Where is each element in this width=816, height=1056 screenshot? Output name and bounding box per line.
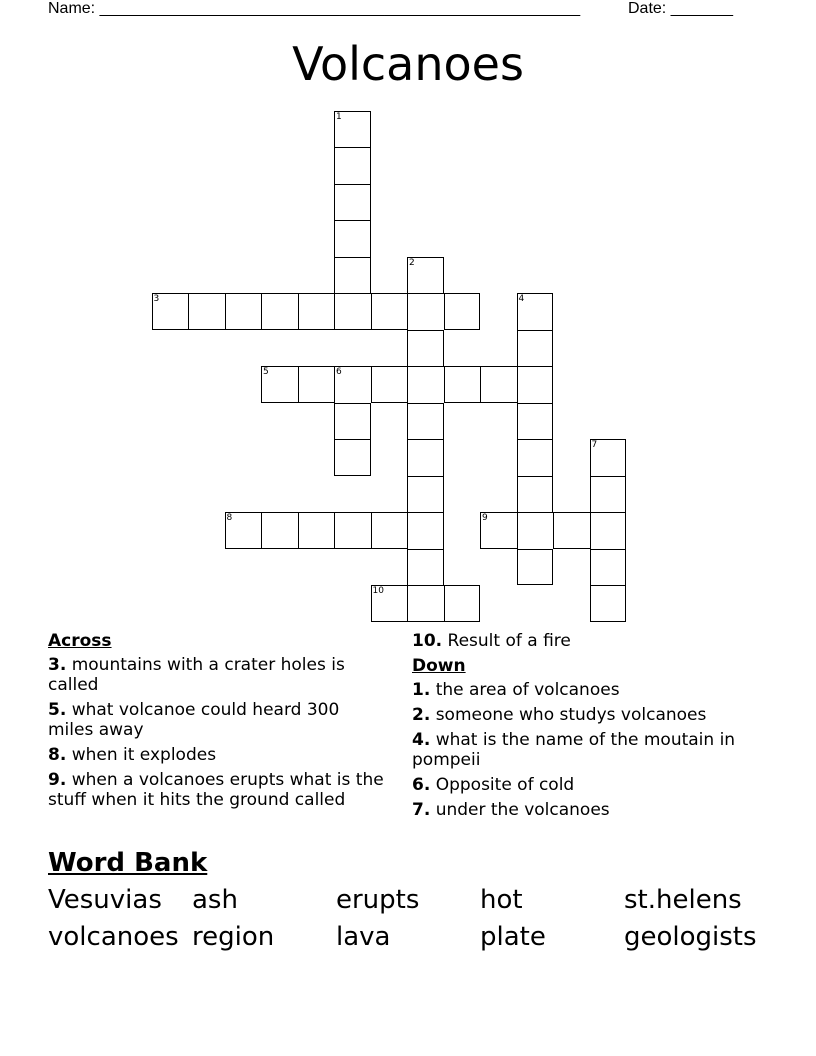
crossword-cell[interactable] [371,366,408,403]
word-bank-word: lava [336,922,391,952]
crossword-cell[interactable] [590,439,627,476]
clue-number: 5. [48,700,67,720]
word-bank-word: hot [480,885,523,915]
crossword-cell[interactable] [590,549,627,586]
clue-number: 2. [412,705,431,725]
crossword-cell[interactable] [444,366,481,403]
crossword-cell[interactable] [371,585,408,622]
crossword-cell[interactable] [334,293,371,330]
crossword-cell[interactable] [444,585,481,622]
crossword-cell[interactable] [298,366,335,403]
word-bank-word: st.helens [624,885,742,915]
crossword-cell[interactable] [553,512,590,549]
crossword-cell[interactable] [480,366,517,403]
word-bank-word: geologists [624,922,757,952]
clue-number: 6. [412,775,431,795]
crossword-cell[interactable] [517,512,554,549]
clue-number: 3. [48,655,67,675]
clue-number-label: 4 [518,294,525,304]
word-bank-word: plate [480,922,546,952]
crossword-cell[interactable] [407,330,444,367]
crossword-cell[interactable] [590,512,627,549]
word-bank-heading: Word Bank [48,848,208,878]
crossword-cell[interactable] [261,366,298,403]
word-bank-word: ash [192,885,238,915]
crossword-cell[interactable] [517,476,554,513]
crossword-cell[interactable] [298,512,335,549]
crossword-cell[interactable] [517,293,554,330]
crossword-cell[interactable] [407,439,444,476]
clue-text: mountains with a crater holes is called [48,655,345,695]
across-clue-10 [412,631,762,651]
crossword-cell[interactable] [407,585,444,622]
clue-text: under the volcanoes [435,800,610,820]
clue-number: 7. [412,800,431,820]
crossword-cell[interactable] [334,366,371,403]
crossword-cell[interactable] [407,403,444,440]
clue-number: 8. [48,745,67,765]
across-clue-8 [48,745,388,765]
clue-text: when it explodes [71,745,217,765]
crossword-cell[interactable] [407,512,444,549]
crossword-cell[interactable] [334,403,371,440]
crossword-cell[interactable] [371,293,408,330]
crossword-cell[interactable] [517,549,554,586]
clue-number-label: 6 [336,367,342,377]
clue-text: what is the name of the moutain in pompeii [412,730,736,770]
across-clue-5 [48,700,388,740]
crossword-cell[interactable] [334,220,371,257]
down-clue-1 [412,680,762,700]
word-bank-word: Vesuvias [48,885,162,915]
crossword-cell[interactable] [590,476,627,513]
crossword-cell[interactable] [188,293,225,330]
clue-number-label: 5 [263,367,269,377]
crossword-cell[interactable] [334,439,371,476]
clue-text: someone who studys volcanoes [435,705,707,725]
crossword-cell[interactable] [298,293,335,330]
crossword-cell[interactable] [225,293,262,330]
crossword-cell[interactable] [334,257,371,294]
across-clues [48,631,388,815]
crossword-cell[interactable] [261,512,298,549]
name-field[interactable]: Name: ______________________________________________________ [48,0,581,17]
clue-number-label: 3 [153,294,160,304]
word-bank-word: volcanoes [48,922,179,952]
date-field[interactable]: Date: _______ [628,0,733,17]
clue-number: 9. [48,770,67,790]
crossword-cell[interactable] [371,512,408,549]
across-heading: Across [48,631,112,651]
clue-number-label: 10 [372,586,384,596]
crossword-cell[interactable] [334,184,371,221]
word-bank-word: erupts [336,885,420,915]
clue-number: 10. [412,631,443,651]
crossword-cell[interactable] [334,147,371,184]
clue-text: Result of a fire [447,631,571,651]
crossword-cell[interactable] [590,585,627,622]
crossword-cell[interactable] [261,293,298,330]
crossword-cell[interactable] [407,293,444,330]
clue-number-label: 1 [336,111,342,122]
crossword-cell[interactable] [517,330,554,367]
down-clue-7 [412,800,762,820]
crossword-cell[interactable] [334,111,371,148]
clue-text: Opposite of cold [435,775,575,795]
crossword-cell[interactable] [444,293,481,330]
clue-number-label: 7 [591,440,598,450]
crossword-cell[interactable] [407,366,444,403]
clue-number-label: 9 [482,513,488,523]
clue-number: 4. [412,730,431,750]
clue-text: what volcanoe could heard 300 miles away [48,700,340,740]
down-clue-4 [412,730,762,770]
clue-text: when a volcanoes erupts what is the stuff when it hits the ground called [48,770,384,810]
crossword-cell[interactable] [407,549,444,586]
crossword-cell[interactable] [407,257,444,294]
crossword-cell[interactable] [517,403,554,440]
down-heading: Down [412,656,466,676]
down-clues [412,631,762,825]
down-clue-2 [412,705,762,725]
across-clue-9 [48,770,388,810]
across-clue-3 [48,655,388,695]
clue-text: the area of volcanoes [435,680,620,700]
crossword-cell[interactable] [225,512,262,549]
page-title: Volcanoes [292,37,524,91]
crossword-cell[interactable] [517,439,554,476]
crossword-cell[interactable] [517,366,554,403]
crossword-cell[interactable] [480,512,517,549]
crossword-cell[interactable] [407,476,444,513]
down-clue-6 [412,775,762,795]
crossword-cell[interactable] [334,512,371,549]
crossword-cell[interactable] [152,293,189,330]
clue-number-label: 2 [409,257,415,268]
word-bank-word: region [192,922,275,952]
clue-number: 1. [412,680,431,700]
clue-number-label: 8 [226,513,233,523]
